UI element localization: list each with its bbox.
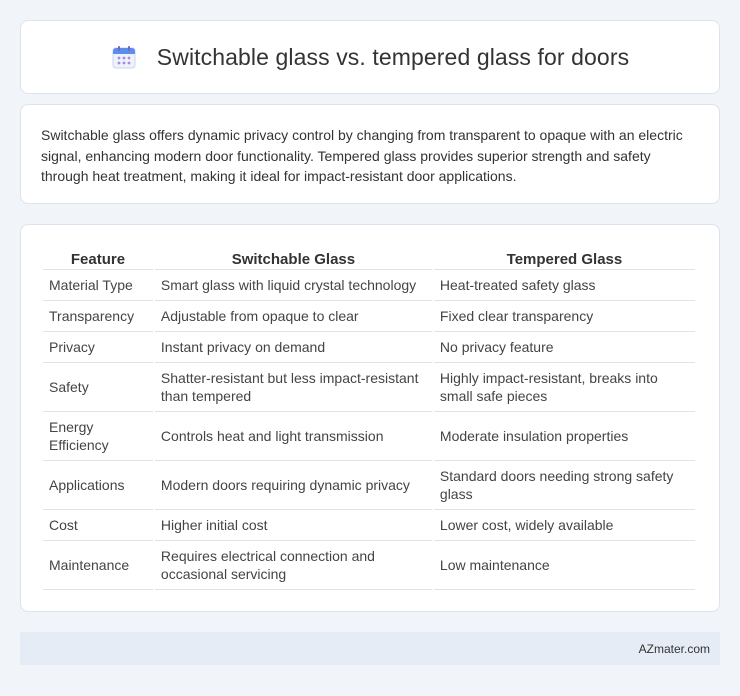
table-row — [43, 332, 695, 363]
table-row — [43, 461, 695, 510]
header-switchable-glass: Switchable Glass — [155, 245, 432, 270]
switchable-cell: Shatter-resistant but less impact-resistant than tempered — [155, 363, 432, 412]
intro-paragraph: Switchable glass offers dynamic privacy control by changing from transparent to opaque with an electric signal, enhancing modern door functionality. Tempered glass provides superior strength and safety through heat treatment, making it ideal for impact-resistant door applications. — [41, 127, 683, 184]
table-header-row — [43, 245, 695, 270]
page-title: Switchable glass vs. tempered glass for doors — [156, 43, 630, 70]
table-row — [43, 363, 695, 412]
table-row — [43, 270, 695, 301]
tempered-cell: Heat-treated safety glass — [434, 270, 695, 301]
feature-cell: Applications — [43, 461, 153, 510]
switchable-cell: Smart glass with liquid crystal technology — [155, 270, 432, 301]
tempered-cell: Highly impact-resistant, breaks into small safe pieces — [434, 363, 695, 412]
comparison-table — [41, 245, 697, 590]
switchable-cell: Higher initial cost — [155, 510, 432, 541]
switchable-cell: Adjustable from opaque to clear — [155, 301, 432, 332]
feature-cell: Transparency — [43, 301, 153, 332]
feature-cell: Maintenance — [43, 541, 153, 590]
table-row — [43, 412, 695, 461]
feature-cell: Energy Efficiency — [43, 412, 153, 461]
header-feature: Feature — [43, 245, 153, 270]
switchable-cell: Modern doors requiring dynamic privacy — [155, 461, 432, 510]
feature-cell: Privacy — [43, 332, 153, 363]
tempered-cell: Standard doors needing strong safety glass — [434, 461, 695, 510]
tempered-cell: Fixed clear transparency — [434, 301, 695, 332]
tempered-cell: Low maintenance — [434, 541, 695, 590]
header-tempered-glass: Tempered Glass — [434, 245, 695, 270]
switchable-cell: Controls heat and light transmission — [155, 412, 432, 461]
tempered-cell: Moderate insulation properties — [434, 412, 695, 461]
comparison-card — [20, 224, 720, 612]
feature-cell: Material Type — [43, 270, 153, 301]
feature-cell: Cost — [43, 510, 153, 541]
header-card — [20, 20, 720, 94]
table-row — [43, 510, 695, 541]
calendar-icon — [111, 44, 137, 70]
footer-bar — [20, 632, 720, 665]
tempered-cell: Lower cost, widely available — [434, 510, 695, 541]
footer-brand[interactable]: AZmater.com — [638, 641, 710, 656]
switchable-cell: Requires electrical connection and occasional servicing — [155, 541, 432, 590]
feature-cell: Safety — [43, 363, 153, 412]
switchable-cell: Instant privacy on demand — [155, 332, 432, 363]
table-row — [43, 541, 695, 590]
title-wrap — [111, 44, 629, 71]
intro-card — [20, 104, 720, 204]
tempered-cell: No privacy feature — [434, 332, 695, 363]
table-row — [43, 301, 695, 332]
